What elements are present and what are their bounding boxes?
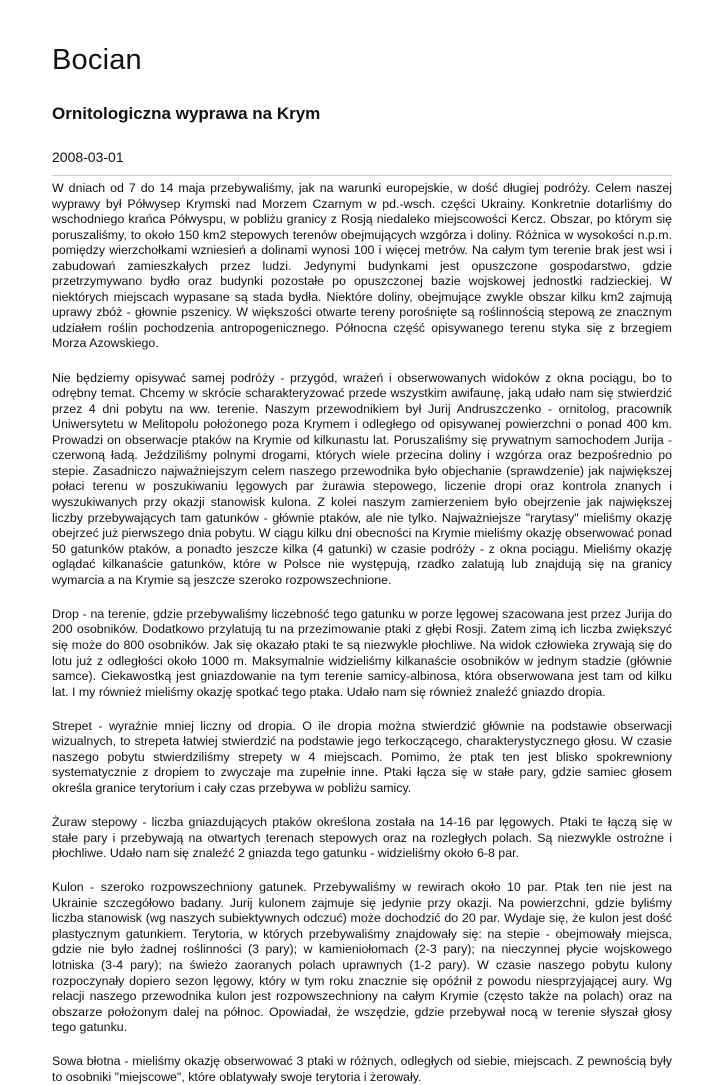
paragraph-kulon: Kulon - szeroko rozpowszechniony gatunek. Przebywaliśmy w rewirach około 10 par. Ptak ten nie jest na Ukrainie szczegółowo badany. Jurij kulonem zajmuje się jedynie przy okazji. Na powierzchni, gdzie byliśmy liczba stanowisk (wg naszych subiektywnych odczuć) może dochodzić do 20 par. Wydaje się, że kulon jest dość plastycznym gatunkiem. Terytoria, w których przebywaliśmy znajdowały się: na stepie - obejmowały miejsca, gdzie nie było żadnej roślinności (3 pary); w kamieniołomach (2-3 pary); na nieczynnej płycie wojskowego lotniska (3-4 pary); na świeżo zaoranych polach uprawnych (1-2 pary). W czasie naszego pobytu kulony rozpoczynały dopiero sezon lęgowy, który w tym roku znacznie się opóźnił z powodu niesprzyjającej aury. Wg relacji naszego przewodnika kulon jest rozpowszechniony na całym Krymie (często także na polach) oraz na obszarze położonym dalej na północ. Opowiadał, że wszędzie, gdzie przebywał nocą w terenie słyszał głosy tego gatunku. [52,880,672,1035]
divider [52,175,672,176]
article-date: 2008-03-01 [52,149,124,165]
site-title[interactable]: Bocian [52,44,142,76]
article-body [52,181,672,1085]
paragraph-intro: W dniach od 7 do 14 maja przebywaliśmy, jak na warunki europejskie, w dość długiej podróży. Celem naszej wyprawy był Półwysep Krymski nad Morzem Czarnym w pd.-wsch. części Ukrainy. Konkretnie dotarliśmy do wschodniego krańca Półwyspu, w pobliżu granicy z Rosją niedaleko miejscowości Kercz. Obszar, po którym się poruszaliśmy, to około 150 km2 stepowych terenów obejmujących wzgórza i doliny. Różnica w wysokości n.p.m. pomiędzy wierzchołkami wzniesień a dolinami wynosi 100 i więcej metrów. Na całym tym terenie brak jest wsi i zabudowań zamieszkałych przez ludzi. Jedynymi budynkami jest opuszczone gospodarstwo, gdzie przetrzymywano bydło oraz budynki pozostałe po opuszczonej bazie wojskowej jednostki radzieckiej. W niektórych miejscach wypasane są stada bydła. Niektóre doliny, obejmujące zwykle obszar kilku km2 zajmują uprawy zbóż - głownie pszenicy. W większości otwarte tereny porośnięte są roślinnością stepową ze znacznym udziałem roślin pochodzenia antropogenicznego. Północna część opisywanego terenu styka się z brzegiem Morza Azowskiego. [52,181,672,351]
paragraph-trip: Nie będziemy opisywać samej podróży - przygód, wrażeń i obserwowanych widoków z okna pociągu, bo to odrębny temat. Chcemy w skrócie scharakteryzować przede wszystkim awifaunę, jaką udało nam się stwierdzić przez 4 dni pobytu na ww. terenie. Naszym przewodnikiem był Jurij Andruszczenko - ornitolog, pracownik Uniwersytetu w Melitopolu położonego poza Krymem i odległego od opisywanej powierzchni o ponad 400 km. Prowadzi on obserwacje ptaków na Krymie od kilkunastu lat. Poruszaliśmy się prywatnym samochodem Jurija - czerwoną ładą. Jeździliśmy polnymi drogami, których wiele przecina doliny i wzgórza oraz bezpośrednio po stepie. Zasadniczo najważniejszym celem naszego przewodnika było objechanie (sprawdzenie) jak największej połaci terenu w poszukiwaniu lęgowych par żurawia stepowego, liczenie dropi oraz kontrola znanych i wyszukiwanych przy okazji stanowisk kulona. Z kolei naszym zamierzeniem było obejrzenie jak największej liczby przebywających tam gatunków - głównie ptaków, ale nie tylko. Najważniejsze "rarytasy" mieliśmy okazję obejrzeć już pierwszego dnia pobytu. W ciągu kilku dni obecności na Krymie mieliśmy okazję obserwować ponad 50 gatunków ptaków, a ponadto jeszcze kilka (4 gatunki) w czasie podróży - z okna pociągu. Mieliśmy okazję oglądać kilkanaście gatunków, które w Polsce nie występują, rzadko zalatują lub znajdują się na granicy wymarcia a na Krymie są jeszcze szeroko rozpowszechnione. [52,370,672,587]
paragraph-drop: Drop - na terenie, gdzie przebywaliśmy liczebność tego gatunku w porze lęgowej szacowana jest przez Jurija do 200 osobników. Dodatkowo przylatują tu na przezimowanie ptaki z głębi Rosji. Zatem zimą ich liczba zwiększyć się może do 800 osobników. Jak się okazało ptaki te są niezwykle płochliwe. Na widok człowieka zrywają się do lotu już z odległości około 1000 m. Maksymalnie widzieliśmy kilkanaście osobników w jednym stadzie (głównie samce). Ciekawostką jest gniazdowanie na tym terenie samicy-albinosa, która obserwowana jest tam od kilku lat. I my również mieliśmy okazję spotkać tego ptaka. Udało nam się również znaleźć gniazdo dropia. [52,606,672,699]
paragraph-sowa: Sowa błotna - mieliśmy okazję obserwować 3 ptaki w różnych, odległych od siebie, miejscach. Z pewnością były to osobniki "miejscowe", które oblatywały swoje terytoria i żerowały. [52,1054,672,1084]
paragraph-zuraw: Żuraw stepowy - liczba gniazdujących ptaków określona została na 14-16 par lęgowych. Ptaki te łączą się w stałe pary i przebywają na otwartych terenach stepowych oraz na rozległych polach. Są niezwykle ostrożne i płochliwe. Udało nam się znaleźć 2 gniazda tego gatunku - widzieliśmy około 6-8 par. [52,815,672,861]
paragraph-strepet: Strepet - wyraźnie mniej liczny od dropia. O ile dropia można stwierdzić głównie na podstawie obserwacji wizualnych, to strepeta łatwiej stwierdzić na podstawie jego terkoczącego, charakterystycznego głosu. W czasie naszego pobytu stwierdziliśmy strepety w 4 miejscach. Pomimo, że ptak ten jest blisko spokrewniony systematycznie z dropiem to zwyczaje ma zupełnie inne. Ptaki łącza się w stałe pary, gdzie samiec głosem określa granice terytorium i cały czas przebywa w pobliżu samicy. [52,718,672,795]
article-title[interactable]: Ornitologiczna wyprawa na Krym [52,104,321,123]
